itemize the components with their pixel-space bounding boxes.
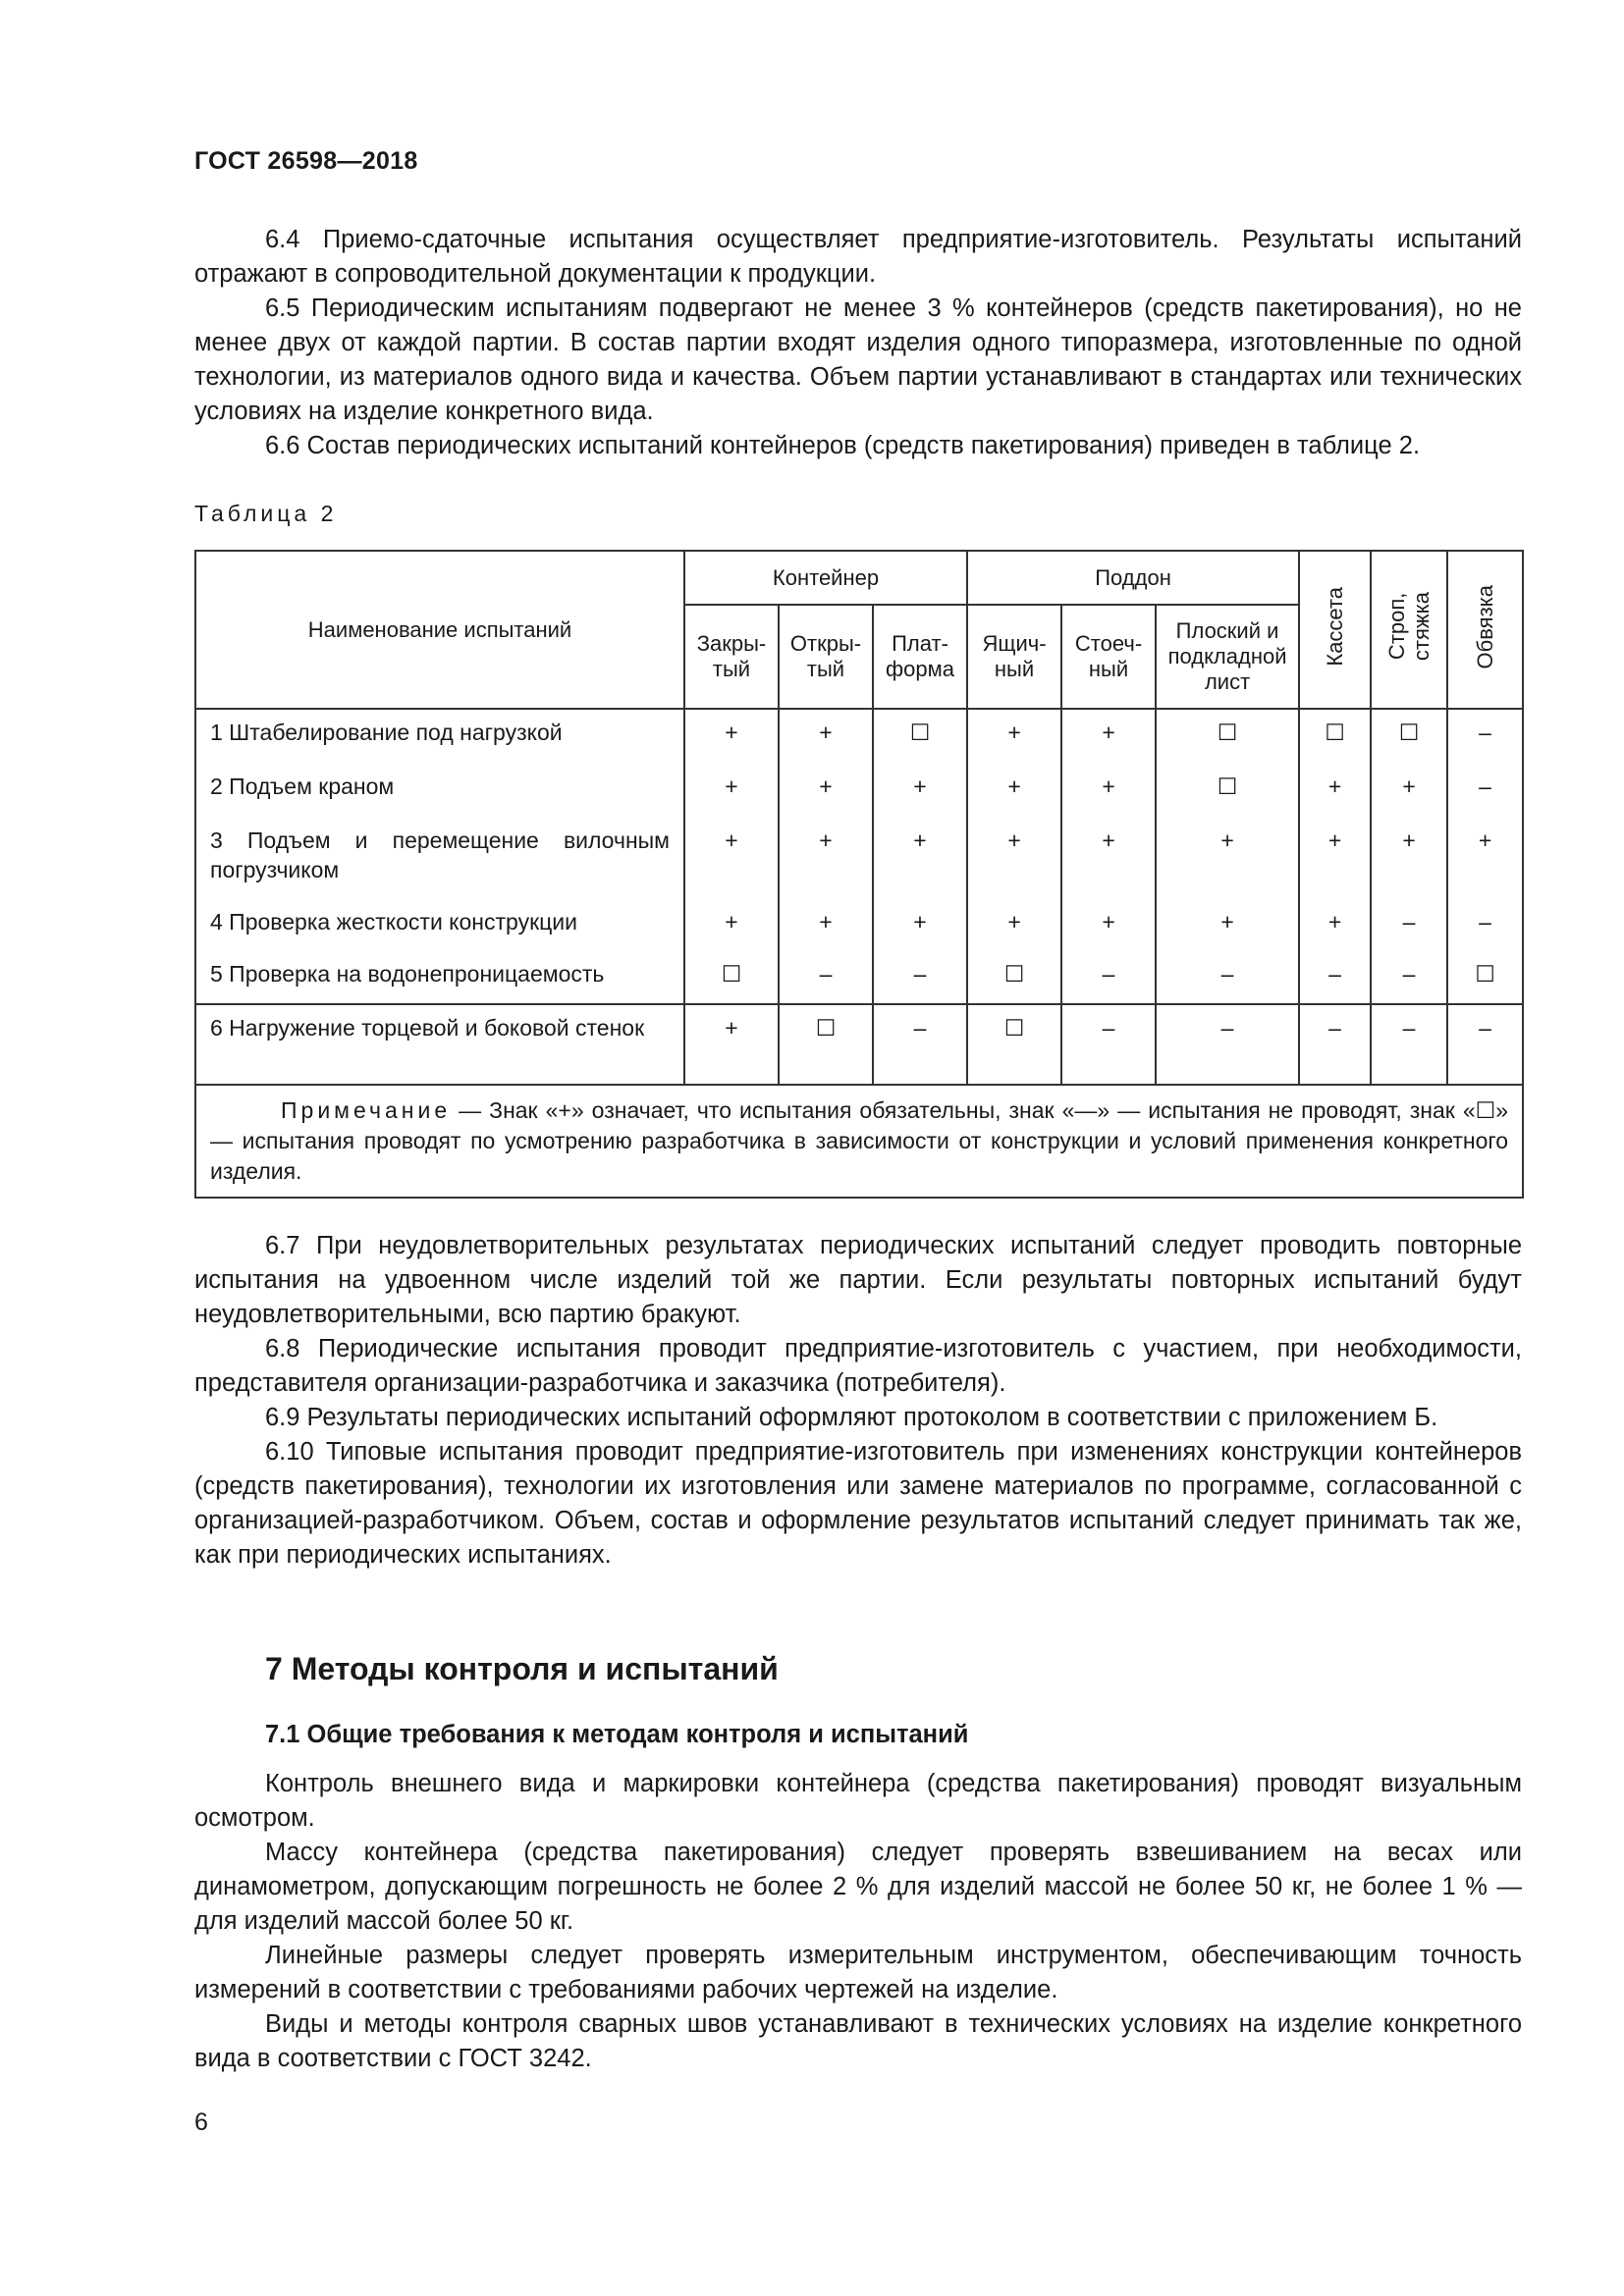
- row-mark: +: [684, 1004, 779, 1085]
- table-row: [195, 1004, 1523, 1085]
- page-number: 6: [194, 2109, 208, 2136]
- header-box: Ящич- ный: [967, 605, 1061, 709]
- paragraph-6-6: 6.6 Состав периодических испытаний контейнеров (средств пакетирования) приведен в таблице 2.: [265, 432, 1421, 459]
- tests-table: [194, 550, 1524, 1199]
- paragraph-6-5: 6.5 Периодическим испытаниям подвергают не менее 3 % контейнеров (средств пакетирования), но не менее двух от каждой партии. В состав партии входят изделия одного типоразмера, изготовленные по одной технологии, из материалов одного вида и качества. Объем партии устанавливают в стандартах или технических условиях на изделие конкретного вида.: [194, 294, 1522, 425]
- section-title: 7 Методы контроля и испытаний: [265, 1651, 779, 1686]
- table-caption: Таблица 2: [194, 501, 338, 526]
- row-mark: –: [1447, 899, 1523, 951]
- paragraph-6-10: 6.10 Типовые испытания проводит предприятие-изготовитель при изменениях конструкции контейнеров (средств пакетирования), технологии их изготовления или замене материалов по программе, согласованной с организацией-разработчиком. Объем, состав и оформление результатов испытаний следует принимать так же, как при периодических испытаниях.: [194, 1438, 1522, 1569]
- row-mark: ☐: [1156, 764, 1299, 818]
- row-mark: +: [1299, 818, 1371, 899]
- row-mark: +: [967, 709, 1061, 764]
- row-mark: –: [873, 1004, 967, 1085]
- paragraphs-mid: [194, 1229, 1522, 1573]
- paragraph-6-7: 6.7 При неудовлетворительных результатах периодических испытаний следует проводить повторные испытания на удвоенном числе изделий той же партии. Если результаты повторных испытаний будут неудовлетворительными, всю партию бракуют.: [194, 1232, 1522, 1328]
- row-mark: +: [779, 764, 873, 818]
- row-mark: –: [1371, 951, 1447, 1004]
- row-mark: –: [1299, 951, 1371, 1004]
- row-mark: +: [1299, 764, 1371, 818]
- paragraph-visual-control: Контроль внешнего вида и маркировки контейнера (средства пакетирования) проводят визуальным осмотром.: [194, 1770, 1522, 1832]
- row-mark: +: [779, 709, 873, 764]
- row-name: 2 Подъем краном: [195, 764, 684, 818]
- row-mark: +: [873, 818, 967, 899]
- row-mark: –: [1371, 1004, 1447, 1085]
- table-note-row: [195, 1085, 1523, 1198]
- row-mark: –: [1156, 951, 1299, 1004]
- header-closed: Закры- тый: [684, 605, 779, 709]
- header-test-name: Наименование испытаний: [195, 551, 684, 709]
- row-mark: ☐: [1371, 709, 1447, 764]
- row-mark: –: [1371, 899, 1447, 951]
- row-mark: +: [873, 764, 967, 818]
- row-mark: ☐: [1447, 951, 1523, 1004]
- row-mark: +: [1447, 818, 1523, 899]
- row-mark: +: [1299, 899, 1371, 951]
- subsection-title: 7.1 Общие требования к методам контроля и испытаний: [265, 1721, 969, 1748]
- header-strapping: Обвязка: [1447, 551, 1523, 709]
- row-name: 3 Подъем и перемещение вилочным погрузчиком: [195, 818, 684, 899]
- header-open: Откры- тый: [779, 605, 873, 709]
- header-group-pallet: Поддон: [967, 551, 1299, 605]
- table-row: [195, 818, 1523, 899]
- row-mark: +: [873, 899, 967, 951]
- row-mark: ☐: [967, 1004, 1061, 1085]
- table-row: [195, 709, 1523, 764]
- paragraph-welds: Виды и методы контроля сварных швов устанавливают в технических условиях на изделие конкретного вида в соответствии с ГОСТ 3242.: [194, 2010, 1522, 2072]
- row-mark: ☐: [873, 709, 967, 764]
- row-mark: +: [779, 818, 873, 899]
- paragraph-6-8: 6.8 Периодические испытания проводит предприятие-изготовитель с участием, при необходимости, представителя организации-разработчика и заказчика (потребителя).: [194, 1335, 1522, 1397]
- row-mark: –: [1447, 764, 1523, 818]
- row-mark: +: [1061, 818, 1156, 899]
- row-mark: +: [967, 818, 1061, 899]
- row-name: 1 Штабелирование под нагрузкой: [195, 709, 684, 764]
- row-name: 4 Проверка жесткости конструкции: [195, 899, 684, 951]
- row-mark: –: [1447, 709, 1523, 764]
- paragraphs-bottom: [194, 1767, 1522, 2076]
- row-mark: +: [1061, 764, 1156, 818]
- header-group-container: Контейнер: [684, 551, 967, 605]
- row-mark: +: [967, 899, 1061, 951]
- header-sling: Строп, стяжка: [1371, 551, 1447, 709]
- table-body: [195, 709, 1523, 1198]
- row-mark: ☐: [684, 951, 779, 1004]
- table-row: [195, 764, 1523, 818]
- row-mark: +: [1371, 818, 1447, 899]
- row-mark: –: [1061, 1004, 1156, 1085]
- paragraph-6-9: 6.9 Результаты периодических испытаний оформляют протоколом в соответствии с приложением Б.: [265, 1404, 1438, 1431]
- row-mark: –: [1447, 1004, 1523, 1085]
- paragraphs-top: [194, 223, 1522, 463]
- header-post: Стоеч- ный: [1061, 605, 1156, 709]
- table-note: [195, 1085, 1523, 1198]
- row-mark: +: [684, 764, 779, 818]
- document-header: ГОСТ 26598—2018: [194, 147, 418, 175]
- note-label: Примечание: [281, 1097, 452, 1123]
- paragraph-linear-dims: Линейные размеры следует проверять измерительным инструментом, обеспечивающим точность измерений в соответствии с требованиями рабочих чертежей на изделие.: [194, 1942, 1522, 2003]
- row-mark: +: [1061, 709, 1156, 764]
- header-cassette: Кассета: [1299, 551, 1371, 709]
- row-name: 5 Проверка на водонепроницаемость: [195, 951, 684, 1004]
- note-text: — Знак «+» означает, что испытания обязательны, знак «—» — испытания не проводят, знак «☐» — испытания проводят по усмотрению разработчика в зависимости от конструкции и условий применения конкретного изделия.: [210, 1097, 1509, 1184]
- row-mark: +: [1371, 764, 1447, 818]
- row-mark: ☐: [1156, 709, 1299, 764]
- row-mark: ☐: [779, 1004, 873, 1085]
- row-mark: –: [1299, 1004, 1371, 1085]
- row-mark: +: [1156, 899, 1299, 951]
- header-platform: Плат- форма: [873, 605, 967, 709]
- row-mark: –: [1156, 1004, 1299, 1085]
- table-row: [195, 899, 1523, 951]
- header-flat-sheet: Плоский и подкладной лист: [1156, 605, 1299, 709]
- row-mark: +: [1061, 899, 1156, 951]
- table-row: [195, 951, 1523, 1004]
- row-mark: ☐: [1299, 709, 1371, 764]
- row-name: 6 Нагружение торцевой и боковой стенок: [195, 1004, 684, 1085]
- row-mark: +: [967, 764, 1061, 818]
- row-mark: ☐: [967, 951, 1061, 1004]
- paragraph-mass-check: Массу контейнера (средства пакетирования) следует проверять взвешиванием на весах или динамометром, допускающим погрешность не более 2 % для изделий массой не более 50 кг, не более 1 % — для изделий массой более 50 кг.: [194, 1839, 1522, 1935]
- row-mark: +: [779, 899, 873, 951]
- paragraph-6-4: 6.4 Приемо-сдаточные испытания осуществляет предприятие-изготовитель. Результаты испытаний отражают в сопроводительной документации к продукции.: [194, 226, 1522, 288]
- row-mark: +: [684, 709, 779, 764]
- row-mark: +: [1156, 818, 1299, 899]
- row-mark: –: [1061, 951, 1156, 1004]
- row-mark: +: [684, 818, 779, 899]
- row-mark: –: [779, 951, 873, 1004]
- row-mark: +: [684, 899, 779, 951]
- row-mark: –: [873, 951, 967, 1004]
